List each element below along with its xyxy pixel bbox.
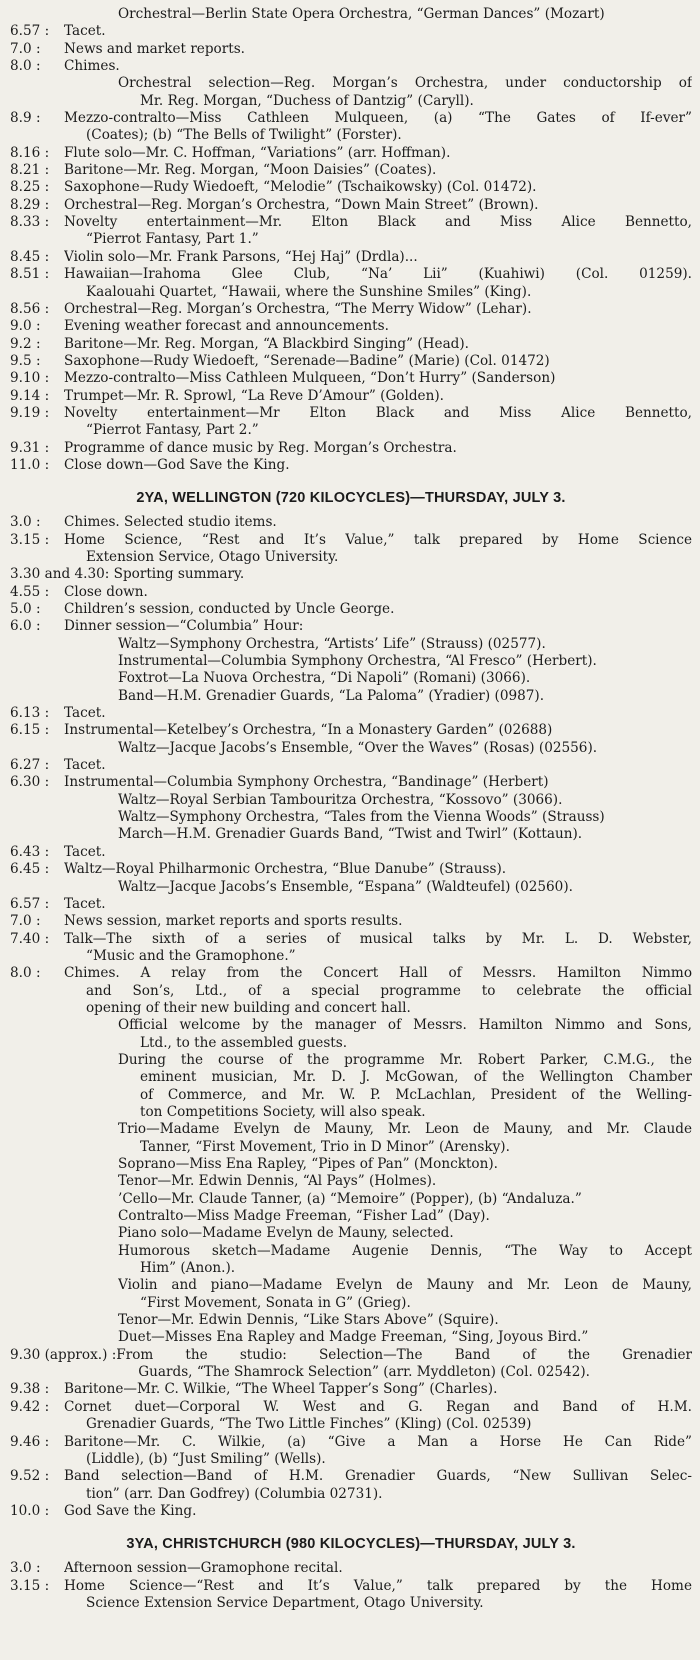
entry-text	[118, 792, 692, 809]
entry-line: eminent musician, Mr. D. J. McGowan, of the Wellington Chamber	[140, 1069, 692, 1086]
entry-line: Cornet duet—Corporal W. West and G. Regan and Band of H.M.	[64, 1398, 692, 1415]
entry-line: Piano solo—Madame Evelyn de Mauny, selected.	[118, 1225, 454, 1242]
entry-line: God Save the King.	[64, 1502, 197, 1519]
entry-time	[64, 688, 118, 705]
entry-line: “Pierrot Fantasy, Part 2.”	[86, 422, 259, 439]
entry-line: Mezzo-contralto—Miss Cathleen Mulqueen, “Don’t Hurry” (Sanderson)	[64, 370, 556, 387]
entry-time: 3.15 :	[10, 531, 50, 548]
entry-line: Tacet.	[64, 757, 106, 774]
entry-line: Dinner session—“Columbia” Hour:	[64, 618, 304, 635]
programme-section-christchurch	[10, 1560, 692, 1612]
entry-text	[64, 318, 692, 335]
entry-time: 9.31 :	[10, 439, 50, 456]
entry-time	[64, 1156, 118, 1173]
entry-line: Children’s session, conducted by Uncle George.	[64, 601, 395, 617]
entry-line: Saxophone—Rudy Wiedoeft, “Melodie” (Tschaikowsky) (Col. 01472).	[64, 179, 537, 196]
entry-time	[64, 75, 118, 110]
entry-text	[116, 1347, 692, 1382]
entry-line: Foxtrot—La Nuova Orchestra, “Di Napoli” (Romani) (3066).	[118, 670, 531, 687]
entry-line: News session, market reports and sports results.	[64, 913, 403, 930]
programme-entry	[10, 318, 692, 335]
programme-entry	[10, 23, 692, 40]
entry-text	[118, 1277, 692, 1312]
entry-line: tion” (arr. Dan Godfrey) (Columbia 02731).	[86, 1485, 383, 1502]
entry-time	[64, 792, 118, 809]
programme-entry	[10, 266, 692, 301]
entry-line: Hawaiian—Irahoma Glee Club, “Na’ Lii” (Kuahiwi) (Col. 01259).	[64, 266, 692, 283]
entry-time	[64, 1208, 118, 1225]
entry-text	[64, 965, 692, 1017]
entry-line: Chimes. A relay from the Concert Hall of Messrs. Hamilton Nimmo	[64, 965, 692, 982]
entry-line: Instrumental—Ketelbey’s Orchestra, “In a Monastery Garden” (02688)	[64, 722, 553, 739]
entry-text	[118, 653, 692, 670]
entry-line: opening of their new building and concert hall.	[86, 999, 411, 1016]
entry-line: Duet—Misses Ena Rapley and Madge Freeman, “Sing, Joyous Bird.”	[118, 1329, 589, 1346]
programme-entry	[10, 601, 692, 618]
programme-entry	[10, 532, 692, 567]
entry-text	[64, 179, 692, 196]
programme-entry	[10, 1347, 692, 1382]
entry-text	[118, 1156, 692, 1173]
entry-time: 9.52 :	[10, 1468, 50, 1485]
entry-line: Him” (Anon.).	[140, 1260, 236, 1277]
entry-line: Baritone—Mr. C. Wilkie, (a) “Give a Man a Horse He Can Ride”	[64, 1433, 692, 1450]
entry-line: Home Science—“Rest and It’s Value,” talk prepared by the Home	[64, 1577, 692, 1594]
programme-entry	[10, 457, 692, 474]
entry-text	[64, 405, 692, 440]
entry-line: Programme of dance music by Reg. Morgan’s Orchestra.	[64, 439, 457, 456]
entry-line: March—H.M. Grenadier Guards Band, “Twist and Twirl” (Kottaun).	[118, 826, 583, 843]
entry-time	[64, 6, 118, 23]
entry-time	[64, 1277, 118, 1312]
entry-text	[118, 1121, 692, 1156]
entry-line: Band selection—Band of H.M. Grenadier Guards, “New Sullivan Selec-	[64, 1468, 692, 1485]
entry-line: Orchestral—Reg. Morgan’s Orchestra, “The Merry Widow” (Lehar).	[64, 300, 532, 317]
entry-time: 6.57 :	[10, 23, 50, 40]
programme-entry	[10, 440, 692, 457]
entry-text	[64, 58, 692, 75]
entry-text	[64, 388, 692, 405]
entry-time: 9.19 :	[10, 404, 50, 421]
programme-entry	[10, 965, 692, 1017]
entry-line: Guards, “The Shamrock Selection” (arr. Myddleton) (Col. 02542).	[138, 1364, 590, 1381]
entry-line: Close down.	[64, 583, 148, 600]
entry-time: 3.30 and 4.30: Sporting summary.	[10, 566, 245, 583]
entry-time: 8.9 :	[10, 110, 41, 127]
programme-entry	[10, 6, 692, 23]
entry-time: 3.15 :	[10, 1577, 50, 1594]
entry-line: Tacet.	[64, 23, 106, 40]
entry-text	[64, 1503, 692, 1520]
entry-text	[118, 1173, 692, 1190]
entry-time	[64, 1243, 118, 1278]
programme-entry	[10, 1503, 692, 1520]
programme-entry	[10, 931, 692, 966]
entry-text	[118, 826, 692, 843]
entry-time	[64, 670, 118, 687]
entry-text	[64, 844, 692, 861]
entry-time: 9.10 :	[10, 370, 50, 387]
entry-text	[64, 618, 692, 635]
entry-line: Novelty entertainment—Mr. Elton Black and Miss Alice Bennetto,	[64, 214, 692, 231]
programme-entry	[10, 722, 692, 739]
entry-time	[64, 1052, 118, 1121]
programme-entry	[10, 336, 692, 353]
entry-time	[64, 826, 118, 843]
entry-time: 9.42 :	[10, 1398, 50, 1415]
entry-line: Humorous sketch—Madame Augenie Dennis, “The Way to Accept	[118, 1242, 692, 1259]
entry-text	[118, 1225, 692, 1242]
programme-entry	[10, 792, 692, 809]
section-heading-wellington: 2YA, WELLINGTON (720 KILOCYCLES)—THURSDAY, JULY 3.	[136, 490, 566, 507]
entry-line: Home Science, “Rest and It’s Value,” talk prepared by Home Science	[64, 531, 692, 548]
programme-entry	[10, 757, 692, 774]
entry-time: 5.0 :	[10, 601, 41, 617]
programme-entry	[10, 1560, 692, 1577]
entry-time	[64, 1173, 118, 1190]
programme-entry	[10, 879, 692, 896]
entry-text	[64, 584, 692, 601]
entry-line: Waltz—Jacque Jacobs’s Ensemble, “Espana” (Waldteufel) (02560).	[118, 878, 573, 895]
programme-entry	[10, 41, 692, 58]
entry-text	[64, 896, 692, 913]
entry-line: Tenor—Mr. Edwin Dennis, “Like Stars Above” (Squire).	[118, 1312, 499, 1329]
entry-line: Waltz—Symphony Orchestra, “Tales from the Vienna Woods” (Strauss)	[118, 809, 605, 826]
entry-line: Tanner, “First Movement, Trio in D Minor” (Arensky).	[140, 1138, 510, 1155]
entry-time: 9.14 :	[10, 387, 50, 404]
programme-entry	[10, 197, 692, 214]
entry-line: Afternoon session—Gramophone recital.	[64, 1560, 343, 1577]
programme-entry	[10, 861, 692, 878]
entry-text	[64, 705, 692, 722]
programme-entry	[10, 670, 692, 687]
entry-text	[64, 913, 692, 930]
entry-time	[64, 1312, 118, 1329]
entry-line: Violin solo—Mr. Frank Parsons, “Hej Haj” (Drdla)...	[64, 248, 418, 265]
programme-entry	[10, 388, 692, 405]
entry-text	[64, 1434, 692, 1469]
programme-entry	[10, 653, 692, 670]
entry-line: Kaalouahi Quartet, “Hawaii, where the Sunshine Smiles” (King).	[86, 283, 532, 300]
entry-line: Soprano—Miss Ena Rapley, “Pipes of Pan” (Monckton).	[118, 1156, 498, 1172]
entry-time: 7.0 :	[10, 40, 41, 57]
entry-time: 6.13 :	[10, 705, 50, 722]
entry-line: (Liddle), (b) “Just Smiling” (Wells).	[86, 1450, 326, 1467]
entry-text	[64, 197, 692, 214]
programme-entry	[10, 1191, 692, 1208]
entry-text	[64, 249, 692, 266]
entry-text	[64, 266, 692, 301]
entry-line: Talk—The sixth of a series of musical talks by Mr. L. D. Webster,	[64, 930, 692, 947]
programme-entry	[10, 1277, 692, 1312]
entry-line: ’Cello—Mr. Claude Tanner, (a) “Memoire” (Popper), (b) “Andaluza.”	[118, 1190, 582, 1207]
entry-text	[64, 861, 692, 878]
entry-time: 8.25 :	[10, 179, 50, 196]
entry-text	[118, 1208, 692, 1225]
programme-entry	[10, 1225, 692, 1242]
programme-entry	[10, 1208, 692, 1225]
entry-line: Instrumental—Columbia Symphony Orchestra, “Bandinage” (Herbert)	[64, 774, 549, 791]
entry-line: During the course of the programme Mr. Robert Parker, C.M.G., the	[118, 1051, 692, 1068]
entry-text	[118, 740, 692, 757]
entry-time	[64, 636, 118, 653]
entry-line: Orchestral—Berlin State Opera Orchestra, “German Dances” (Mozart)	[118, 6, 605, 22]
entry-time	[64, 1329, 118, 1346]
programme-entry	[10, 1578, 692, 1613]
entry-line: Violin and piano—Madame Evelyn de Mauny and Mr. Leon de Mauny,	[118, 1277, 692, 1294]
entry-text	[244, 566, 692, 583]
entry-line: Grenadier Guards, “The Two Little Finches” (Kling) (Col. 02539)	[86, 1416, 532, 1433]
programme-entry	[10, 705, 692, 722]
programme-entry	[10, 110, 692, 145]
programme-section-continued	[10, 6, 692, 474]
entry-text	[64, 214, 692, 249]
entry-time: 9.5 :	[10, 352, 41, 369]
entry-time: 8.0 :	[10, 965, 41, 982]
entry-text	[64, 336, 692, 353]
programme-entry	[10, 1243, 692, 1278]
entry-time: 6.57 :	[10, 895, 50, 912]
entry-text	[118, 636, 692, 653]
entry-line: Extension Service, Otago University.	[86, 548, 339, 565]
entry-line: Official welcome by the manager of Messrs. Hamilton Nimmo and Sons,	[118, 1017, 692, 1034]
entry-time	[64, 1225, 118, 1242]
entry-time: 6.45 :	[10, 861, 50, 878]
entry-text	[64, 457, 692, 474]
programme-entry	[10, 913, 692, 930]
entry-time: 6.15 :	[10, 722, 50, 739]
programme-entry	[10, 75, 692, 110]
entry-line: Trumpet—Mr. R. Sprowl, “La Reve D’Amour” (Golden).	[64, 387, 444, 404]
programme-entry	[10, 844, 692, 861]
entry-line: Band—H.M. Grenadier Guards, “La Paloma” (Yradier) (0987).	[118, 687, 545, 704]
entry-line: Evening weather forecast and announcements.	[64, 318, 389, 335]
entry-text	[64, 370, 692, 387]
programme-entry	[10, 1121, 692, 1156]
entry-time	[64, 1121, 118, 1156]
entry-time: 8.51 :	[10, 266, 50, 283]
entry-line: Waltz—Royal Philharmonic Orchestra, “Blue Danube” (Strauss).	[64, 861, 507, 878]
entry-line: Tacet.	[64, 843, 106, 860]
entry-time	[64, 1017, 118, 1052]
entry-text	[118, 670, 692, 687]
entry-line: Mezzo-contralto—Miss Cathleen Mulqueen, (a) “The Gates of If-ever”	[64, 110, 692, 127]
entry-text	[118, 6, 692, 23]
entry-line: Close down—God Save the King.	[64, 456, 290, 473]
entry-line: Baritone—Mr. Reg. Morgan, “Moon Daisies” (Coates).	[64, 162, 437, 179]
entry-time: 6.30 :	[10, 774, 50, 791]
entry-line: Flute solo—Mr. C. Hoffman, “Variations” (arr. Hoffman).	[64, 144, 451, 161]
entry-time: 8.0 :	[10, 58, 41, 75]
entry-line: From the studio: Selection—The Band of the Grenadier	[116, 1346, 692, 1363]
entry-time: 6.0 :	[10, 618, 41, 635]
entry-time: 9.46 :	[10, 1433, 50, 1450]
entry-time: 8.16 :	[10, 144, 50, 161]
programme-entry	[10, 1173, 692, 1190]
entry-text	[118, 809, 692, 826]
entry-time: 9.0 :	[10, 318, 41, 335]
programme-entry	[10, 826, 692, 843]
programme-entry	[10, 1052, 692, 1121]
entry-text	[64, 532, 692, 567]
programme-entry	[10, 1381, 692, 1398]
entry-line: Waltz—Symphony Orchestra, “Artists’ Life” (Strauss) (02577).	[118, 635, 546, 652]
entry-time	[64, 653, 118, 670]
entry-text	[64, 353, 692, 370]
entry-text	[118, 1329, 692, 1346]
programme-entry	[10, 1399, 692, 1434]
entry-text	[118, 1017, 692, 1052]
entry-text	[64, 1578, 692, 1613]
entry-line: “Pierrot Fantasy, Part 1.”	[86, 231, 259, 248]
entry-text	[64, 41, 692, 58]
programme-entry	[10, 370, 692, 387]
entry-line: ton Competitions Society, will also speak.	[140, 1103, 426, 1120]
entry-time	[64, 879, 118, 896]
entry-line: Novelty entertainment—Mr Elton Black and Miss Alice Bennetto,	[64, 404, 692, 421]
entry-time: 9.2 :	[10, 335, 41, 352]
entry-text	[64, 931, 692, 966]
entry-time: 8.33 :	[10, 214, 50, 231]
programme-entry	[10, 618, 692, 635]
programme-entry	[10, 584, 692, 601]
entry-line: Baritone—Mr. Reg. Morgan, “A Blackbird Singing” (Head).	[64, 335, 469, 352]
entry-text	[118, 879, 692, 896]
entry-line: of Commerce, and Mr. W. P. McLachlan, President of the Welling-	[140, 1086, 692, 1103]
entry-line: Tenor—Mr. Edwin Dennis, “Al Pays” (Holmes).	[118, 1173, 437, 1190]
programme-entry	[10, 514, 692, 531]
entry-text	[118, 688, 692, 705]
programme-section-wellington	[10, 514, 692, 1520]
entry-text	[64, 514, 692, 531]
programme-entry	[10, 809, 692, 826]
entry-text	[64, 774, 692, 791]
entry-time: 8.45 :	[10, 248, 50, 265]
entry-text	[64, 1399, 692, 1434]
programme-entry	[10, 896, 692, 913]
entry-text	[64, 1381, 692, 1398]
entry-time: 6.43 :	[10, 843, 50, 860]
entry-line: Science Extension Service Department, Otago University.	[86, 1594, 484, 1611]
entry-time: 8.56 :	[10, 300, 50, 317]
entry-time: 9.30 (approx.) :	[10, 1346, 117, 1363]
entry-line: Contralto—Miss Madge Freeman, “Fisher Lad” (Day).	[118, 1208, 490, 1225]
programme-entry	[10, 301, 692, 318]
programme-entry	[10, 162, 692, 179]
entry-time: 6.27 :	[10, 757, 50, 774]
entry-line: “Music and the Gramophone.”	[86, 947, 296, 964]
entry-time: 4.55 :	[10, 583, 50, 600]
entry-text	[64, 110, 692, 145]
entry-time: 10.0 :	[10, 1502, 50, 1519]
entry-text	[64, 440, 692, 457]
programme-entry	[10, 1329, 692, 1346]
entry-time	[64, 1191, 118, 1208]
entry-line: Waltz—Royal Serbian Tambouritza Orchestra, “Kossovo” (3066).	[118, 791, 563, 808]
programme-entry	[10, 214, 692, 249]
entry-line: Tacet.	[64, 895, 106, 912]
entry-text	[64, 757, 692, 774]
entry-time: 9.38 :	[10, 1381, 50, 1398]
entry-line: and Son’s, Ltd., of a special programme to celebrate the official	[86, 982, 692, 999]
entry-time: 7.0 :	[10, 913, 41, 930]
entry-time: 8.21 :	[10, 162, 50, 179]
entry-line: “First Movement, Sonata in G” (Grieg).	[140, 1294, 411, 1311]
programme-entry	[10, 179, 692, 196]
programme-entry	[10, 249, 692, 266]
entry-text	[64, 1560, 692, 1577]
entry-line: News and market reports.	[64, 40, 245, 57]
entry-line: Baritone—Mr. C. Wilkie, “The Wheel Tapper’s Song” (Charles).	[64, 1381, 498, 1398]
programme-entry	[10, 145, 692, 162]
section-heading-christchurch: 3YA, CHRISTCHURCH (980 KILOCYCLES)—THURSDAY, JULY 3.	[126, 1536, 576, 1553]
entry-text	[64, 23, 692, 40]
entry-line: Waltz—Jacque Jacobs’s Ensemble, “Over the Waves” (Rosas) (02556).	[118, 739, 598, 756]
programme-entry	[10, 58, 692, 75]
entry-time: 8.29 :	[10, 196, 50, 213]
programme-entry	[10, 1434, 692, 1469]
programme-entry	[10, 405, 692, 440]
entry-line: Chimes. Selected studio items.	[64, 514, 277, 531]
entry-line: Orchestral selection—Reg. Morgan’s Orchestra, under conductorship of	[118, 75, 692, 92]
programme-entry	[10, 1017, 692, 1052]
programme-entry	[10, 1156, 692, 1173]
entry-line: Chimes.	[64, 58, 120, 75]
entry-time: 7.40 :	[10, 930, 50, 947]
entry-text	[64, 162, 692, 179]
entry-line: Ltd., to the assembled guests.	[140, 1034, 348, 1051]
programme-entry	[10, 1468, 692, 1503]
programme-entry	[10, 688, 692, 705]
entry-text	[118, 1243, 692, 1278]
entry-line: Instrumental—Columbia Symphony Orchestra, “Al Fresco” (Herbert).	[118, 653, 597, 670]
entry-line: Trio—Madame Evelyn de Mauny, Mr. Leon de Mauny, and Mr. Claude	[118, 1121, 692, 1138]
entry-line: Mr. Reg. Morgan, “Duchess of Dantzig” (Caryll).	[140, 92, 474, 109]
entry-line: Orchestral—Reg. Morgan’s Orchestra, “Down Main Street” (Brown).	[64, 196, 539, 213]
entry-text	[64, 145, 692, 162]
entry-text	[64, 301, 692, 318]
entry-time: 3.0 :	[10, 1560, 41, 1577]
programme-entry	[10, 353, 692, 370]
entry-text	[118, 1052, 692, 1121]
programme-entry	[10, 636, 692, 653]
entry-line: Tacet.	[64, 705, 106, 722]
entry-line: Saxophone—Rudy Wiedoeft, “Serenade—Badine” (Marie) (Col. 01472)	[64, 352, 550, 369]
entry-time: 11.0 :	[10, 456, 50, 473]
entry-text	[118, 75, 692, 110]
programme-entry	[10, 1312, 692, 1329]
programme-entry	[10, 740, 692, 757]
entry-time	[64, 740, 118, 757]
entry-text	[118, 1312, 692, 1329]
entry-line: (Coates); (b) “The Bells of Twilight” (Forster).	[86, 127, 402, 144]
entry-text	[118, 1191, 692, 1208]
entry-time	[64, 809, 118, 826]
entry-text	[64, 601, 692, 618]
entry-time: 3.0 :	[10, 514, 41, 531]
programme-entry	[10, 774, 692, 791]
entry-text	[64, 1468, 692, 1503]
entry-text	[64, 722, 692, 739]
programme-entry	[10, 566, 692, 583]
